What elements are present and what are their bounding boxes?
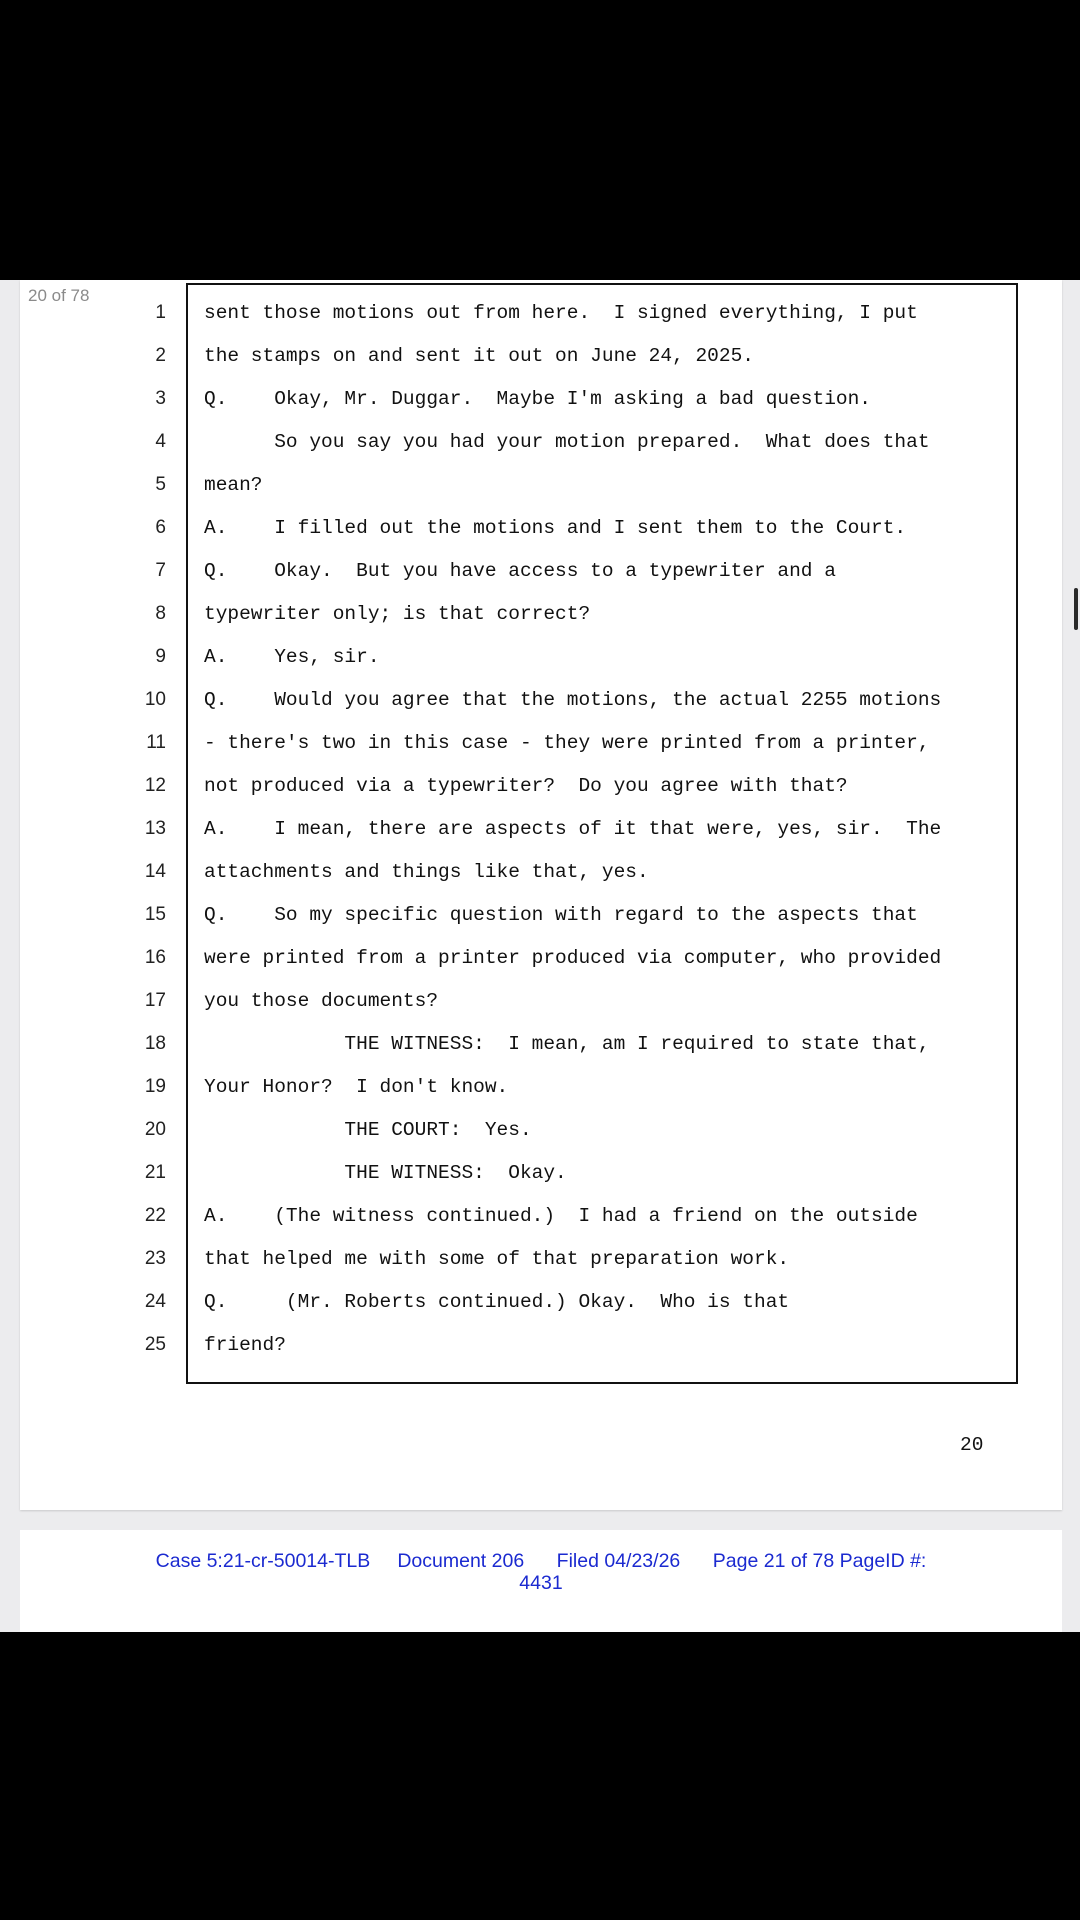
transcript-line: [20, 980, 1062, 1023]
line-text: friend?: [204, 1334, 286, 1356]
transcript-line: [20, 1281, 1062, 1324]
line-number: 22: [144, 1205, 166, 1226]
line-number: 16: [144, 947, 166, 968]
line-text: A. I mean, there are aspects of it that were, yes, sir. The: [204, 818, 942, 840]
line-text: Your Honor? I don't know.: [204, 1076, 509, 1098]
line-text: A. Yes, sir.: [204, 646, 380, 668]
line-text: the stamps on and sent it out on June 24, 2025.: [204, 345, 754, 367]
transcript-line: [20, 937, 1062, 980]
line-number: 4: [155, 431, 166, 452]
line-number: 8: [155, 603, 166, 624]
line-text: THE WITNESS: Okay.: [204, 1162, 567, 1184]
case-header-line-2: 4431: [519, 1572, 563, 1594]
transcript-line: [20, 722, 1062, 765]
line-text: typewriter only; is that correct?: [204, 603, 591, 625]
transcript-line: [20, 894, 1062, 937]
line-number: 1: [155, 302, 166, 323]
transcript-line: [20, 765, 1062, 808]
line-text: Q. Okay. But you have access to a typewriter and a: [204, 560, 836, 582]
line-number: 3: [155, 388, 166, 409]
line-number: 21: [144, 1162, 166, 1183]
line-number: 7: [155, 560, 166, 581]
transcript-line: [20, 1324, 1062, 1367]
transcript-line: [20, 421, 1062, 464]
line-text: Q. So my specific question with regard to the aspects that: [204, 904, 918, 926]
line-number: 15: [144, 904, 166, 925]
transcript-line: [20, 1023, 1062, 1066]
line-number: 9: [155, 646, 166, 667]
line-number: 19: [144, 1076, 166, 1097]
line-text: that helped me with some of that preparation work.: [204, 1248, 790, 1270]
document-page: [20, 280, 1062, 1510]
page-indicator: 20 of 78: [28, 286, 90, 305]
line-text: were printed from a printer produced via computer, who provided: [204, 947, 942, 969]
transcript-line: [20, 507, 1062, 550]
line-text: A. I filled out the motions and I sent them to the Court.: [204, 517, 907, 539]
pdf-viewer[interactable]: [0, 280, 1080, 1632]
line-text: Q. Okay, Mr. Duggar. Maybe I'm asking a bad question.: [204, 388, 872, 410]
transcript-line: [20, 1195, 1062, 1238]
line-number: 18: [144, 1033, 166, 1054]
transcript-line: [20, 335, 1062, 378]
line-number: 25: [144, 1334, 166, 1355]
line-text: THE COURT: Yes.: [204, 1119, 532, 1141]
line-text: not produced via a typewriter? Do you agree with that?: [204, 775, 848, 797]
line-text: sent those motions out from here. I signed everything, I put: [204, 302, 918, 324]
transcript-line: [20, 378, 1062, 421]
transcript-line: [20, 550, 1062, 593]
transcript-line: [20, 1238, 1062, 1281]
line-text: mean?: [204, 474, 263, 496]
line-number: 11: [146, 732, 166, 753]
page-number: 20: [960, 1434, 984, 1456]
line-number: 10: [144, 689, 166, 710]
line-text: A. (The witness continued.) I had a friend on the outside: [204, 1205, 918, 1227]
line-number: 23: [144, 1248, 166, 1269]
scrollbar-thumb[interactable]: [1074, 588, 1078, 630]
line-text: attachments and things like that, yes.: [204, 861, 649, 883]
transcript-line: [20, 1109, 1062, 1152]
line-text: THE WITNESS: I mean, am I required to state that,: [204, 1033, 930, 1055]
transcript-line: [20, 464, 1062, 507]
line-number: 6: [155, 517, 166, 538]
case-header: [20, 1530, 1062, 1632]
transcript-line: [20, 593, 1062, 636]
line-number: 24: [144, 1291, 166, 1312]
transcript-line: [20, 1066, 1062, 1109]
transcript-line: [20, 636, 1062, 679]
transcript-line: [20, 851, 1062, 894]
line-number: 17: [144, 990, 166, 1011]
line-text: Q. Would you agree that the motions, the actual 2255 motions: [204, 689, 942, 711]
line-text: So you say you had your motion prepared. What does that: [204, 431, 930, 453]
line-number: 20: [144, 1119, 166, 1140]
line-number: 5: [155, 474, 166, 495]
line-text: you those documents?: [204, 990, 439, 1012]
line-text: Q. (Mr. Roberts continued.) Okay. Who is that: [204, 1291, 790, 1313]
line-text: - there's two in this case - they were printed from a printer,: [204, 732, 930, 754]
line-number: 13: [144, 818, 166, 839]
line-number: 2: [155, 345, 166, 366]
transcript-line: [20, 679, 1062, 722]
line-number: 12: [144, 775, 166, 796]
case-header-line-1: Case 5:21-cr-50014-TLB Document 206 Filed 04/23/26 Page 21 of 78 PageID #:: [155, 1550, 927, 1572]
transcript-line: [20, 1152, 1062, 1195]
transcript-line: [20, 808, 1062, 851]
line-number: 14: [144, 861, 166, 882]
transcript-line: [20, 292, 1062, 335]
